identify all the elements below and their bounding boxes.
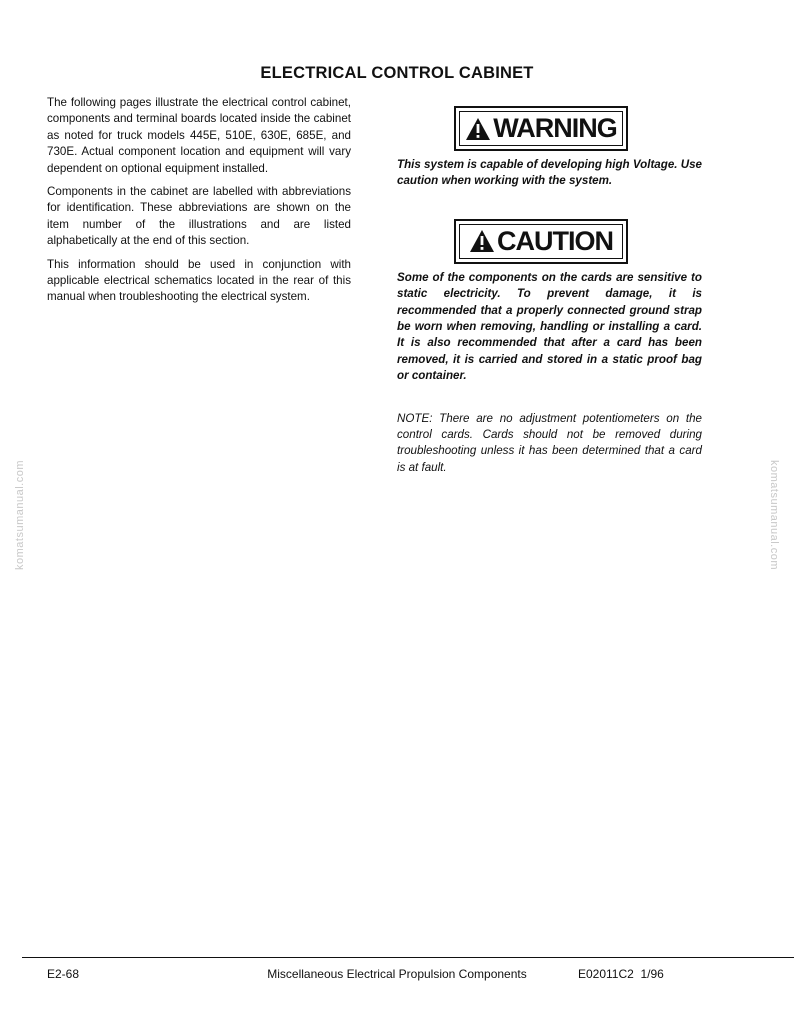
- note-text: NOTE: There are no adjustment potentiometers on the control cards. Cards should not be removed during troubleshooting unless it has been determined that a card is at fault.: [397, 411, 702, 474]
- abbreviations-paragraph: Components in the cabinet are labelled with abbreviations for identification. These abbreviations are shown on the item number of the illustrations and are listed alphabetically at the end of this section.: [47, 185, 351, 248]
- warning-triangle-icon: [465, 117, 491, 141]
- left-column: [47, 95, 351, 313]
- caution-label: CAUTION: [497, 225, 613, 256]
- page-title: ELECTRICAL CONTROL CABINET: [260, 64, 534, 82]
- right-column: [397, 106, 702, 476]
- schematics-paragraph: This information should be used in conjunction with applicable electrical schematics located in the rear of this manual when troubleshooting the electrical system.: [47, 257, 351, 304]
- footer-doc-code: E02011C2 1/96: [578, 967, 664, 981]
- caution-text: Some of the components on the cards are sensitive to static electricity. To prevent damage, it is recommended that a properly connected ground strap be worn when removing, handling or installing a card. It is also recommended that after a card has been removed, it is carried and stored in a static proof bag or container.: [397, 270, 702, 383]
- warning-text: This system is capable of developing high Voltage. Use caution when working with the system.: [397, 158, 702, 188]
- intro-paragraph: The following pages illustrate the electrical control cabinet, components and terminal boards located inside the cabinet as noted for truck models 445E, 510E, 630E, 685E, and 730E. Actual component location and equipment will vary dependent on optional equipment installed.: [47, 96, 351, 175]
- footer-divider: [22, 957, 794, 958]
- footer-section-title: Miscellaneous Electrical Propulsion Components: [267, 967, 527, 981]
- footer-page-number: E2-68: [47, 967, 80, 981]
- watermark-right: komatsumanual.com: [768, 460, 780, 570]
- warning-sign: [454, 106, 628, 151]
- caution-sign: [454, 219, 628, 264]
- watermark-left: komatsumanual.com: [14, 460, 26, 570]
- caution-triangle-icon: [469, 229, 495, 253]
- warning-label: WARNING: [493, 113, 617, 143]
